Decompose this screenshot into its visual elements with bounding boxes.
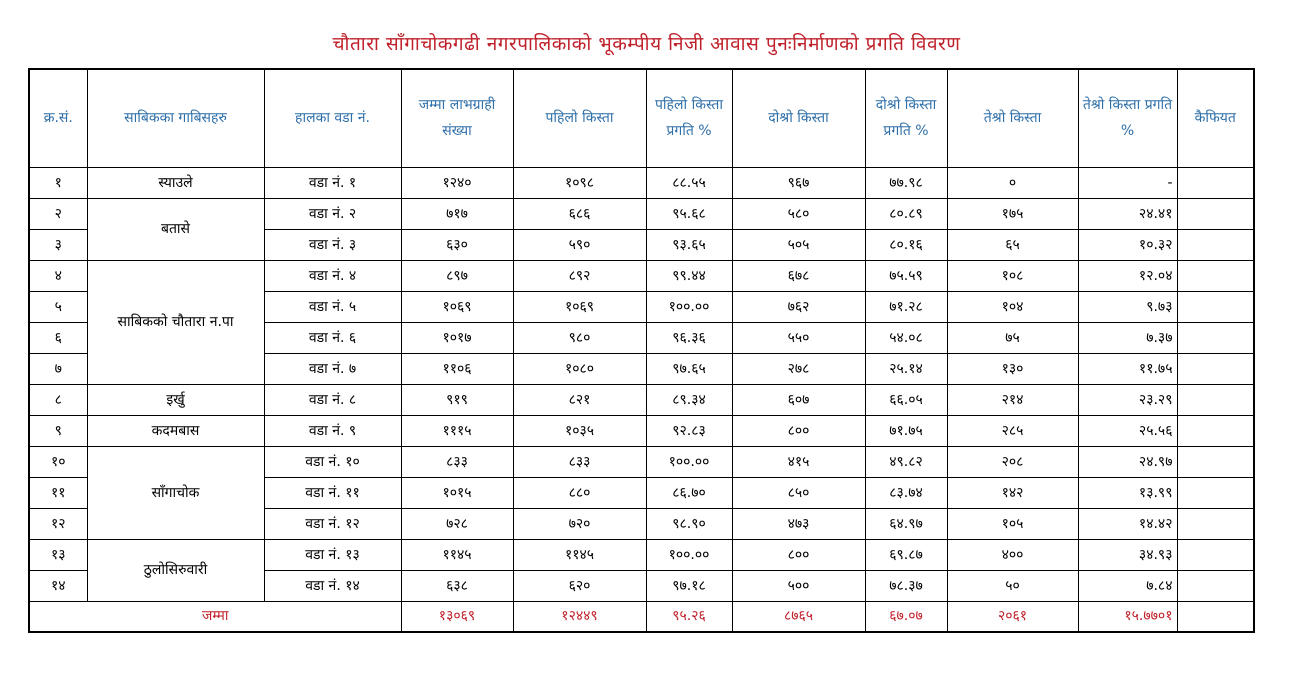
- cell-second-progress: ८३.७४: [865, 477, 947, 508]
- header-total-beneficiaries: जम्मा लाभग्राही संख्या: [401, 69, 513, 167]
- cell-ward: वडा नं. ८: [264, 384, 401, 415]
- cell-remarks: [1177, 291, 1254, 322]
- cell-first-progress: ९८.९०: [646, 508, 732, 539]
- header-first-installment: पहिलो किस्ता: [513, 69, 646, 167]
- cell-third-progress: १२.०४: [1078, 260, 1177, 291]
- cell-ward: वडा नं. ४: [264, 260, 401, 291]
- cell-sn: १०: [29, 446, 87, 477]
- cell-first-progress: ९९.४४: [646, 260, 732, 291]
- cell-sn: ११: [29, 477, 87, 508]
- page-title: चौतारा साँगाचोकगढी नगरपालिकाको भूकम्पीय निजी आवास पुनःनिर्माणको प्रगति विवरण: [332, 33, 961, 55]
- cell-first-installment: ७२०: [513, 508, 646, 539]
- cell-third-progress: -: [1078, 167, 1177, 198]
- cell-second-progress: २५.१४: [865, 353, 947, 384]
- cell-remarks: [1177, 260, 1254, 291]
- cell-ward: वडा नं. १०: [264, 446, 401, 477]
- cell-first-progress: १००.००: [646, 446, 732, 477]
- total-second-installment: ८७६५: [732, 601, 865, 632]
- cell-remarks: [1177, 384, 1254, 415]
- cell-remarks: [1177, 539, 1254, 570]
- header-third-progress: तेश्रो किस्ता प्रगति %: [1078, 69, 1177, 167]
- cell-remarks: [1177, 477, 1254, 508]
- cell-total: ११४५: [401, 539, 513, 570]
- cell-remarks: [1177, 570, 1254, 601]
- cell-total: १२४०: [401, 167, 513, 198]
- cell-sn: ५: [29, 291, 87, 322]
- cell-second-installment: ९६७: [732, 167, 865, 198]
- cell-third-installment: २०८: [947, 446, 1078, 477]
- cell-former-vdc: ठुलोसिरुवारी: [87, 539, 264, 601]
- cell-first-installment: ६२०: [513, 570, 646, 601]
- header-sn: क्र.सं.: [29, 69, 87, 167]
- cell-sn: १४: [29, 570, 87, 601]
- cell-first-installment: १०६९: [513, 291, 646, 322]
- cell-sn: ७: [29, 353, 87, 384]
- cell-second-progress: ७८.३७: [865, 570, 947, 601]
- total-third-progress: १५.७७०१: [1078, 601, 1177, 632]
- cell-first-progress: ८८.५५: [646, 167, 732, 198]
- cell-total: ८९७: [401, 260, 513, 291]
- cell-total: ६३०: [401, 229, 513, 260]
- cell-sn: ६: [29, 322, 87, 353]
- cell-sn: ८: [29, 384, 87, 415]
- cell-first-progress: ९७.६५: [646, 353, 732, 384]
- cell-first-installment: १०९८: [513, 167, 646, 198]
- cell-first-progress: १००.००: [646, 539, 732, 570]
- cell-sn: १: [29, 167, 87, 198]
- cell-first-progress: ९३.६५: [646, 229, 732, 260]
- cell-second-installment: ६०७: [732, 384, 865, 415]
- table-row: [29, 198, 1254, 229]
- cell-second-installment: ७६२: [732, 291, 865, 322]
- total-second-progress: ६७.०७: [865, 601, 947, 632]
- progress-table: [28, 68, 1255, 633]
- cell-first-installment: ८२१: [513, 384, 646, 415]
- cell-third-installment: १४२: [947, 477, 1078, 508]
- cell-ward: वडा नं. ३: [264, 229, 401, 260]
- cell-second-progress: ७७.९८: [865, 167, 947, 198]
- cell-total: १०६९: [401, 291, 513, 322]
- cell-remarks: [1177, 353, 1254, 384]
- total-first-progress: ९५.२६: [646, 601, 732, 632]
- cell-third-installment: १७५: [947, 198, 1078, 229]
- cell-second-progress: ५४.०८: [865, 322, 947, 353]
- cell-former-vdc: साबिकको चौतारा न.पा: [87, 260, 264, 384]
- cell-first-progress: ९५.६८: [646, 198, 732, 229]
- cell-second-installment: ४१५: [732, 446, 865, 477]
- cell-second-installment: ५५०: [732, 322, 865, 353]
- cell-ward: वडा नं. १३: [264, 539, 401, 570]
- header-second-progress: दोश्रो किस्ता प्रगति %: [865, 69, 947, 167]
- cell-former-vdc: साँगाचोक: [87, 446, 264, 539]
- cell-remarks: [1177, 508, 1254, 539]
- cell-ward: वडा नं. ६: [264, 322, 401, 353]
- cell-third-progress: १४.४२: [1078, 508, 1177, 539]
- cell-sn: १३: [29, 539, 87, 570]
- cell-ward: वडा नं. ७: [264, 353, 401, 384]
- cell-third-progress: ९.७३: [1078, 291, 1177, 322]
- cell-third-installment: १०५: [947, 508, 1078, 539]
- total-third-installment: २०६१: [947, 601, 1078, 632]
- cell-third-installment: १०८: [947, 260, 1078, 291]
- cell-second-installment: ५०५: [732, 229, 865, 260]
- cell-remarks: [1177, 167, 1254, 198]
- header-second-installment: दोश्रो किस्ता: [732, 69, 865, 167]
- total-remarks: [1177, 601, 1254, 632]
- cell-first-progress: ८६.७०: [646, 477, 732, 508]
- header-former-vdc: साबिकका गाबिसहरु: [87, 69, 264, 167]
- table-row: [29, 446, 1254, 477]
- cell-ward: वडा नं. ९: [264, 415, 401, 446]
- cell-first-installment: ८३३: [513, 446, 646, 477]
- total-first-installment: १२४४९: [513, 601, 646, 632]
- cell-former-vdc: स्याउले: [87, 167, 264, 198]
- cell-sn: ३: [29, 229, 87, 260]
- cell-first-installment: ८८०: [513, 477, 646, 508]
- cell-third-installment: ६५: [947, 229, 1078, 260]
- cell-remarks: [1177, 198, 1254, 229]
- cell-third-progress: २४.९७: [1078, 446, 1177, 477]
- table-row: [29, 415, 1254, 446]
- cell-first-installment: १०३५: [513, 415, 646, 446]
- cell-second-progress: ६४.९७: [865, 508, 947, 539]
- cell-second-progress: ६९.८७: [865, 539, 947, 570]
- cell-first-progress: १००.००: [646, 291, 732, 322]
- table-row: [29, 260, 1254, 291]
- cell-first-installment: ८९२: [513, 260, 646, 291]
- cell-second-installment: २७८: [732, 353, 865, 384]
- cell-third-installment: २१४: [947, 384, 1078, 415]
- cell-second-installment: ८००: [732, 539, 865, 570]
- cell-third-installment: ०: [947, 167, 1078, 198]
- cell-sn: २: [29, 198, 87, 229]
- cell-second-progress: ६६.०५: [865, 384, 947, 415]
- cell-second-installment: ५८०: [732, 198, 865, 229]
- table-row: [29, 384, 1254, 415]
- cell-third-installment: ७५: [947, 322, 1078, 353]
- header-row: [29, 69, 1254, 167]
- cell-remarks: [1177, 446, 1254, 477]
- cell-total: १०१७: [401, 322, 513, 353]
- cell-sn: १२: [29, 508, 87, 539]
- cell-former-vdc: बतासे: [87, 198, 264, 260]
- cell-sn: ९: [29, 415, 87, 446]
- cell-first-progress: ९७.१८: [646, 570, 732, 601]
- cell-ward: वडा नं. १२: [264, 508, 401, 539]
- cell-total: १११५: [401, 415, 513, 446]
- cell-first-progress: ८९.३४: [646, 384, 732, 415]
- cell-former-vdc: इर्खु: [87, 384, 264, 415]
- cell-second-progress: ७१.२८: [865, 291, 947, 322]
- cell-second-progress: ७१.७५: [865, 415, 947, 446]
- table-row: [29, 167, 1254, 198]
- header-remarks: कैफियत: [1177, 69, 1254, 167]
- cell-third-progress: २३.२९: [1078, 384, 1177, 415]
- cell-remarks: [1177, 229, 1254, 260]
- cell-first-progress: ९६.३६: [646, 322, 732, 353]
- cell-third-progress: १३.९९: [1078, 477, 1177, 508]
- cell-second-progress: ८०.१६: [865, 229, 947, 260]
- cell-ward: वडा नं. १: [264, 167, 401, 198]
- cell-former-vdc: कदमबास: [87, 415, 264, 446]
- cell-total: ६३८: [401, 570, 513, 601]
- cell-ward: वडा नं. ५: [264, 291, 401, 322]
- cell-second-progress: ८०.८९: [865, 198, 947, 229]
- total-row: [29, 601, 1254, 632]
- total-beneficiaries: १३०६९: [401, 601, 513, 632]
- cell-total: ९१९: [401, 384, 513, 415]
- cell-third-installment: ४००: [947, 539, 1078, 570]
- cell-third-progress: ३४.९३: [1078, 539, 1177, 570]
- cell-ward: वडा नं. ११: [264, 477, 401, 508]
- cell-second-installment: ८००: [732, 415, 865, 446]
- cell-total: ८३३: [401, 446, 513, 477]
- cell-first-installment: १०८०: [513, 353, 646, 384]
- cell-first-progress: ९२.८३: [646, 415, 732, 446]
- cell-third-progress: २४.४१: [1078, 198, 1177, 229]
- cell-third-progress: २५.५६: [1078, 415, 1177, 446]
- cell-first-installment: ६८६: [513, 198, 646, 229]
- header-first-progress: पहिलो किस्ता प्रगति %: [646, 69, 732, 167]
- cell-remarks: [1177, 415, 1254, 446]
- cell-third-installment: २८५: [947, 415, 1078, 446]
- cell-first-installment: ९८०: [513, 322, 646, 353]
- cell-total: ७१७: [401, 198, 513, 229]
- cell-third-progress: ११.७५: [1078, 353, 1177, 384]
- cell-second-progress: ४९.८२: [865, 446, 947, 477]
- header-current-ward: हालका वडा नं.: [264, 69, 401, 167]
- header-third-installment: तेश्रो किस्ता: [947, 69, 1078, 167]
- cell-second-installment: ५००: [732, 570, 865, 601]
- cell-third-progress: ७.८४: [1078, 570, 1177, 601]
- cell-sn: ४: [29, 260, 87, 291]
- cell-third-progress: १०.३२: [1078, 229, 1177, 260]
- cell-third-progress: ७.३७: [1078, 322, 1177, 353]
- cell-total: १०१५: [401, 477, 513, 508]
- cell-ward: वडा नं. १४: [264, 570, 401, 601]
- cell-third-installment: १३०: [947, 353, 1078, 384]
- cell-third-installment: ५०: [947, 570, 1078, 601]
- cell-second-installment: ८५०: [732, 477, 865, 508]
- cell-first-installment: ११४५: [513, 539, 646, 570]
- cell-second-progress: ७५.५९: [865, 260, 947, 291]
- cell-first-installment: ५९०: [513, 229, 646, 260]
- cell-second-installment: ६७८: [732, 260, 865, 291]
- cell-remarks: [1177, 322, 1254, 353]
- cell-second-installment: ४७३: [732, 508, 865, 539]
- cell-ward: वडा नं. २: [264, 198, 401, 229]
- cell-total: ७२८: [401, 508, 513, 539]
- cell-third-installment: १०४: [947, 291, 1078, 322]
- total-label: जम्मा: [29, 601, 401, 632]
- table-row: [29, 539, 1254, 570]
- cell-total: ११०६: [401, 353, 513, 384]
